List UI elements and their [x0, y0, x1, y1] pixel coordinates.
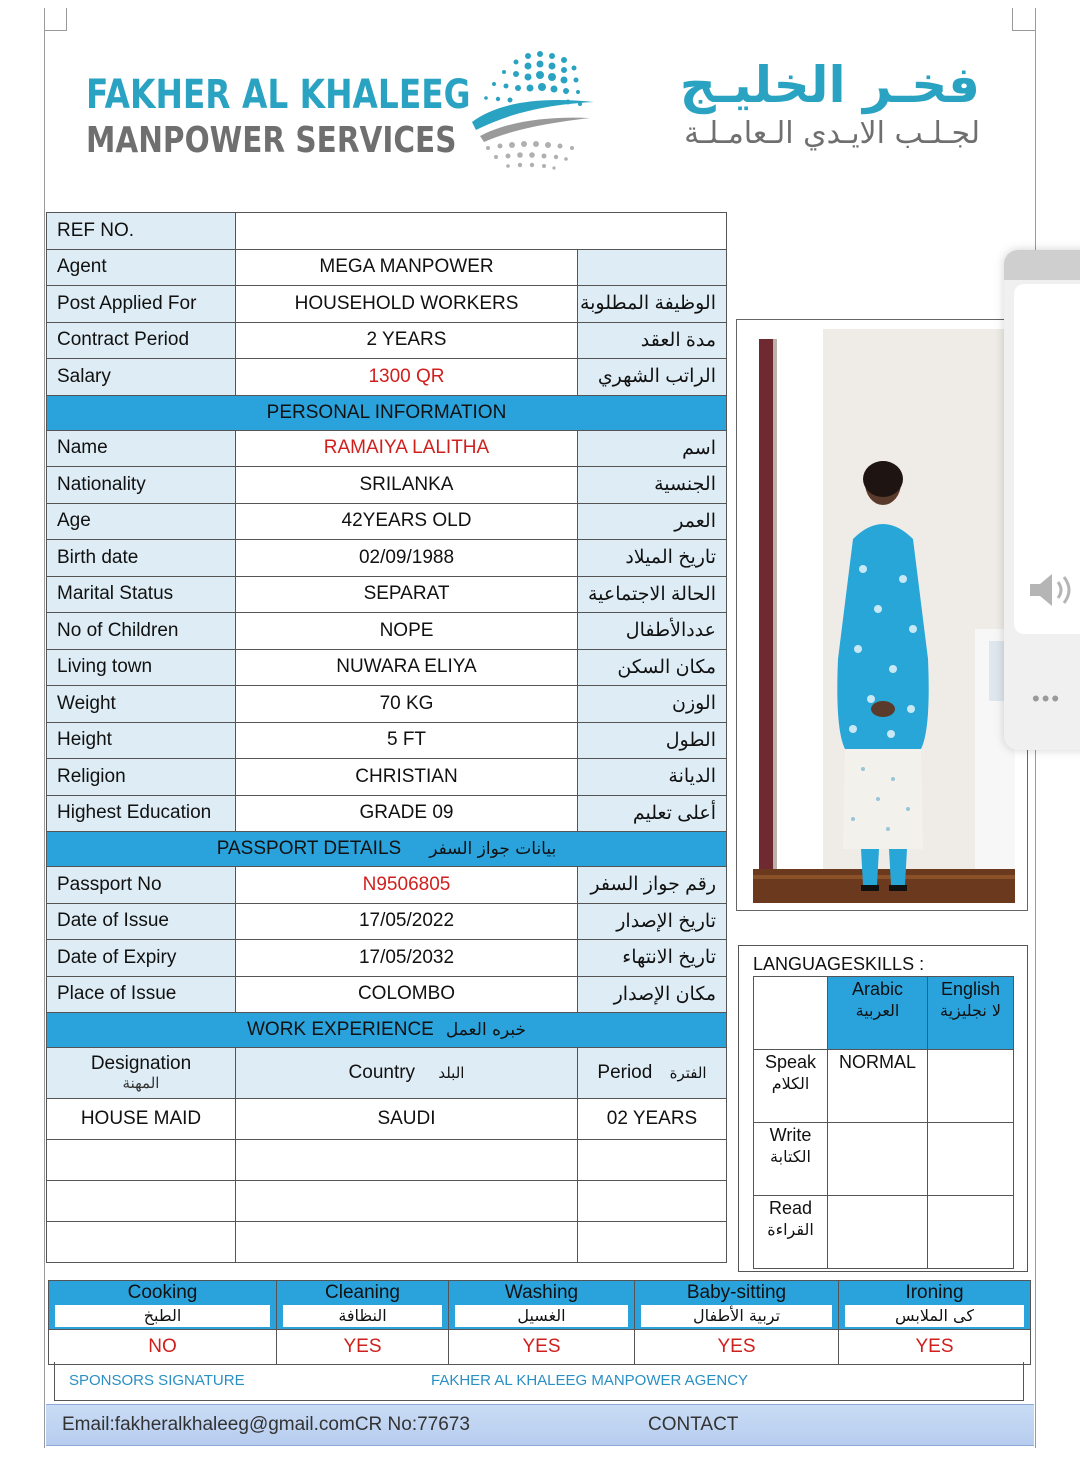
children-ar-label: عددالأطفال — [578, 613, 727, 650]
age-ar-label: العمر — [578, 503, 727, 540]
write-label-ar: الكتابة — [770, 1147, 811, 1166]
language-skills-table — [753, 976, 1014, 1269]
table-row — [47, 430, 727, 467]
work-period: 02 YEARS — [578, 1099, 727, 1140]
agent-ar-label — [578, 249, 727, 286]
table-row — [754, 1123, 1014, 1196]
expiry-date-value: 17/05/2032 — [236, 940, 578, 977]
work-experience-row — [47, 1099, 727, 1140]
language-corner-cell — [754, 977, 828, 1050]
skills-label-row — [49, 1281, 1031, 1330]
footer-contact: CONTACT — [648, 1414, 739, 1435]
work-header-row — [47, 1048, 727, 1099]
globe-dots-logo-icon — [466, 44, 596, 174]
children-value: NOPE — [236, 613, 578, 650]
skill-label-en: Cleaning — [325, 1282, 400, 1303]
table-row — [47, 795, 727, 832]
issue-date-ar-label: تاريخ الإصدار — [578, 903, 727, 940]
education-value: GRADE 09 — [236, 795, 578, 832]
section-header — [47, 832, 727, 867]
place-of-issue-ar-label: مكان الإصدار — [578, 976, 727, 1013]
language-skills-box — [738, 945, 1028, 1272]
agent-label: Agent — [47, 249, 236, 286]
passport-heading — [47, 832, 727, 867]
post-label: Post Applied For — [47, 286, 236, 323]
section-header — [47, 1013, 727, 1048]
arabic-header-ar: العربية — [855, 1001, 900, 1020]
speak-label-en: Speak — [764, 1052, 817, 1072]
passport-heading-en: PASSPORT DETAILS — [216, 838, 402, 859]
height-value: 5 FT — [236, 722, 578, 759]
religion-value: CHRISTIAN — [236, 759, 578, 796]
age-value: 42YEARS OLD — [236, 503, 578, 540]
education-label: Highest Education — [47, 795, 236, 832]
weight-ar-label: الوزن — [578, 686, 727, 723]
side-toolbar-handle[interactable] — [1004, 250, 1080, 280]
name-label: Name — [47, 430, 236, 467]
work-heading-ar: خبره العمل — [445, 1020, 526, 1040]
table-row — [47, 359, 727, 396]
country-header-ar: البلد — [438, 1064, 465, 1082]
living-town-value: NUWARA ELIYA — [236, 649, 578, 686]
english-header-en: English — [940, 979, 1001, 999]
brand-name-line1: FAKHER AL KHALEEG — [86, 72, 471, 118]
religion-label: Religion — [47, 759, 236, 796]
table-row — [47, 286, 727, 323]
speak-arabic-value: NORMAL — [828, 1050, 928, 1123]
table-row — [47, 467, 727, 504]
birth-date-label: Birth date — [47, 540, 236, 577]
signature-row — [54, 1362, 1024, 1401]
passport-no-ar-label: رقم جواز السفر — [578, 867, 727, 904]
passport-no-label: Passport No — [47, 867, 236, 904]
table-row — [754, 1050, 1014, 1123]
place-of-issue-label: Place of Issue — [47, 976, 236, 1013]
skill-cooking-value: NO — [49, 1330, 277, 1365]
skill-ironing-value: YES — [839, 1330, 1031, 1365]
table-row — [47, 903, 727, 940]
agency-signature-label: FAKHER AL KHALEEG MANPOWER AGENCY — [431, 1372, 749, 1389]
contract-label: Contract Period — [47, 322, 236, 359]
english-column-header — [928, 977, 1014, 1050]
work-designation — [47, 1140, 236, 1181]
height-label: Height — [47, 722, 236, 759]
sponsor-signature-label: SPONSORS SIGNATURE — [69, 1372, 245, 1389]
table-row — [47, 867, 727, 904]
cr-number: CR No:77673 — [354, 1414, 470, 1435]
skill-label-en: Ironing — [905, 1282, 964, 1303]
contact-footer — [46, 1404, 1034, 1446]
work-period — [578, 1181, 727, 1222]
table-row — [47, 940, 727, 977]
write-english-value — [928, 1123, 1014, 1196]
table-row — [47, 649, 727, 686]
skill-babysitting-header — [635, 1281, 839, 1330]
skill-cleaning-header — [277, 1281, 449, 1330]
english-header-ar: لا نجليزية — [940, 1001, 1001, 1020]
read-label-ar: القراءة — [767, 1220, 814, 1239]
work-country — [236, 1140, 578, 1181]
skill-washing-value: YES — [449, 1330, 635, 1365]
designation-header-ar: المهنة — [122, 1075, 160, 1092]
period-header-ar: الفترة — [669, 1064, 707, 1082]
skill-cleaning-value: YES — [277, 1330, 449, 1365]
work-designation — [47, 1181, 236, 1222]
language-skills-title: LANGUAGESKILLS : — [753, 954, 925, 974]
religion-ar-label: الديانة — [578, 759, 727, 796]
brand-arabic — [620, 56, 980, 151]
salary-ar-label: الراتب الشهري — [578, 359, 727, 396]
age-label: Age — [47, 503, 236, 540]
salary-value: 1300 QR — [236, 359, 578, 396]
table-row — [47, 503, 727, 540]
table-row — [47, 976, 727, 1013]
read-arabic-value — [828, 1196, 928, 1269]
write-arabic-value — [828, 1123, 928, 1196]
skill-label-ar: كى الملابس — [845, 1305, 1024, 1327]
ref-no-value — [236, 213, 727, 250]
more-dots-icon[interactable]: ••• — [1032, 686, 1062, 711]
household-skills-table — [48, 1280, 1031, 1365]
ref-no-label: REF NO. — [47, 213, 236, 250]
living-town-label: Living town — [47, 649, 236, 686]
skills-value-row — [49, 1330, 1031, 1365]
weight-value: 70 KG — [236, 686, 578, 723]
crop-mark-top-right — [1012, 8, 1035, 31]
table-row — [754, 1196, 1014, 1269]
speak-row-label — [754, 1050, 828, 1123]
designation-column-header — [47, 1048, 236, 1099]
nationality-label: Nationality — [47, 467, 236, 504]
speak-english-value — [928, 1050, 1014, 1123]
arabic-header-en: Arabic — [851, 979, 904, 999]
living-town-ar-label: مكان السكن — [578, 649, 727, 686]
marital-status-ar-label: الحالة الاجتماعية — [578, 576, 727, 613]
table-row — [47, 613, 727, 650]
work-experience-row — [47, 1222, 727, 1263]
table-row — [47, 213, 727, 250]
work-designation: HOUSE MAID — [47, 1099, 236, 1140]
table-row — [47, 686, 727, 723]
read-row-label — [754, 1196, 828, 1269]
designation-header-en: Designation — [90, 1053, 192, 1074]
work-period — [578, 1222, 727, 1263]
country-header-en: Country — [348, 1062, 416, 1083]
work-heading — [47, 1013, 727, 1048]
footer-email — [62, 1414, 470, 1436]
salary-label: Salary — [47, 359, 236, 396]
applicant-details-table — [46, 212, 727, 1263]
marital-status-label: Marital Status — [47, 576, 236, 613]
work-country — [236, 1181, 578, 1222]
applicant-photo — [753, 329, 1015, 903]
read-label-en: Read — [768, 1198, 813, 1218]
country-column-header — [236, 1048, 578, 1099]
contract-ar-label: مدة العقد — [578, 322, 727, 359]
write-row-label — [754, 1123, 828, 1196]
education-ar-label: أعلى تعليم — [578, 795, 727, 832]
skill-label-en: Cooking — [127, 1282, 198, 1303]
work-designation — [47, 1222, 236, 1263]
skill-label-en: Washing — [504, 1282, 579, 1303]
arabic-column-header — [828, 977, 928, 1050]
section-header — [47, 395, 727, 430]
write-label-en: Write — [769, 1125, 812, 1145]
skill-label-ar: تربية الأطفال — [641, 1305, 832, 1327]
birth-date-ar-label: تاريخ الميلاد — [578, 540, 727, 577]
issue-date-value: 17/05/2022 — [236, 903, 578, 940]
place-of-issue-value: COLOMBO — [236, 976, 578, 1013]
passport-heading-ar: بيانات جواز السفر — [429, 839, 557, 859]
post-value: HOUSEHOLD WORKERS — [236, 286, 578, 323]
crop-mark-top-left — [44, 8, 67, 31]
applicant-photo-frame — [736, 319, 1028, 911]
table-row — [754, 977, 1014, 1050]
skill-cooking-header — [49, 1281, 277, 1330]
nationality-ar-label: الجنسية — [578, 467, 727, 504]
children-label: No of Children — [47, 613, 236, 650]
skill-label-en: Baby-sitting — [686, 1282, 787, 1303]
marital-status-value: SEPARAT — [236, 576, 578, 613]
work-country — [236, 1222, 578, 1263]
work-country: SAUDI — [236, 1099, 578, 1140]
period-column-header — [578, 1048, 727, 1099]
contract-value: 2 YEARS — [236, 322, 578, 359]
work-heading-en: WORK EXPERIENCE — [246, 1019, 434, 1040]
expiry-date-label: Date of Expiry — [47, 940, 236, 977]
personal-info-heading: PERSONAL INFORMATION — [47, 395, 727, 430]
expiry-date-ar-label: تاريخ الانتهاء — [578, 940, 727, 977]
speaker-icon[interactable] — [1026, 568, 1078, 612]
work-experience-row — [47, 1140, 727, 1181]
table-row — [47, 722, 727, 759]
table-row — [47, 322, 727, 359]
agent-value: MEGA MANPOWER — [236, 249, 578, 286]
period-header-en: Period — [597, 1062, 653, 1083]
table-row — [47, 759, 727, 796]
issue-date-label: Date of Issue — [47, 903, 236, 940]
speak-label-ar: الكلام — [771, 1074, 810, 1093]
table-row — [47, 540, 727, 577]
work-experience-row — [47, 1181, 727, 1222]
skill-label-ar: النظافة — [283, 1305, 442, 1327]
nationality-value: SRILANKA — [236, 467, 578, 504]
height-ar-label: الطول — [578, 722, 727, 759]
name-ar-label: اسم — [578, 430, 727, 467]
skill-washing-header — [449, 1281, 635, 1330]
table-row — [47, 249, 727, 286]
skill-label-ar: الطبخ — [55, 1305, 270, 1327]
weight-label: Weight — [47, 686, 236, 723]
skill-ironing-header — [839, 1281, 1031, 1330]
read-english-value — [928, 1196, 1014, 1269]
passport-no-value: N9506805 — [236, 867, 578, 904]
brand-name-line2: MANPOWER SERVICES — [86, 120, 457, 161]
brand-arabic-line2: لجـلـب الايـدي الـعامـلـة — [684, 116, 980, 151]
brand-arabic-line1: فخـر الخليـج — [679, 56, 980, 114]
email-text: Email:fakheralkhaleeg@gmail.com — [62, 1414, 355, 1435]
skill-label-ar: الغسيل — [455, 1305, 628, 1327]
name-value: RAMAIYA LALITHA — [236, 430, 578, 467]
birth-date-value: 02/09/1988 — [236, 540, 578, 577]
table-row — [47, 576, 727, 613]
skill-babysitting-value: YES — [635, 1330, 839, 1365]
work-period — [578, 1140, 727, 1181]
post-ar-label: الوظيفة المطلوبة — [578, 286, 727, 323]
